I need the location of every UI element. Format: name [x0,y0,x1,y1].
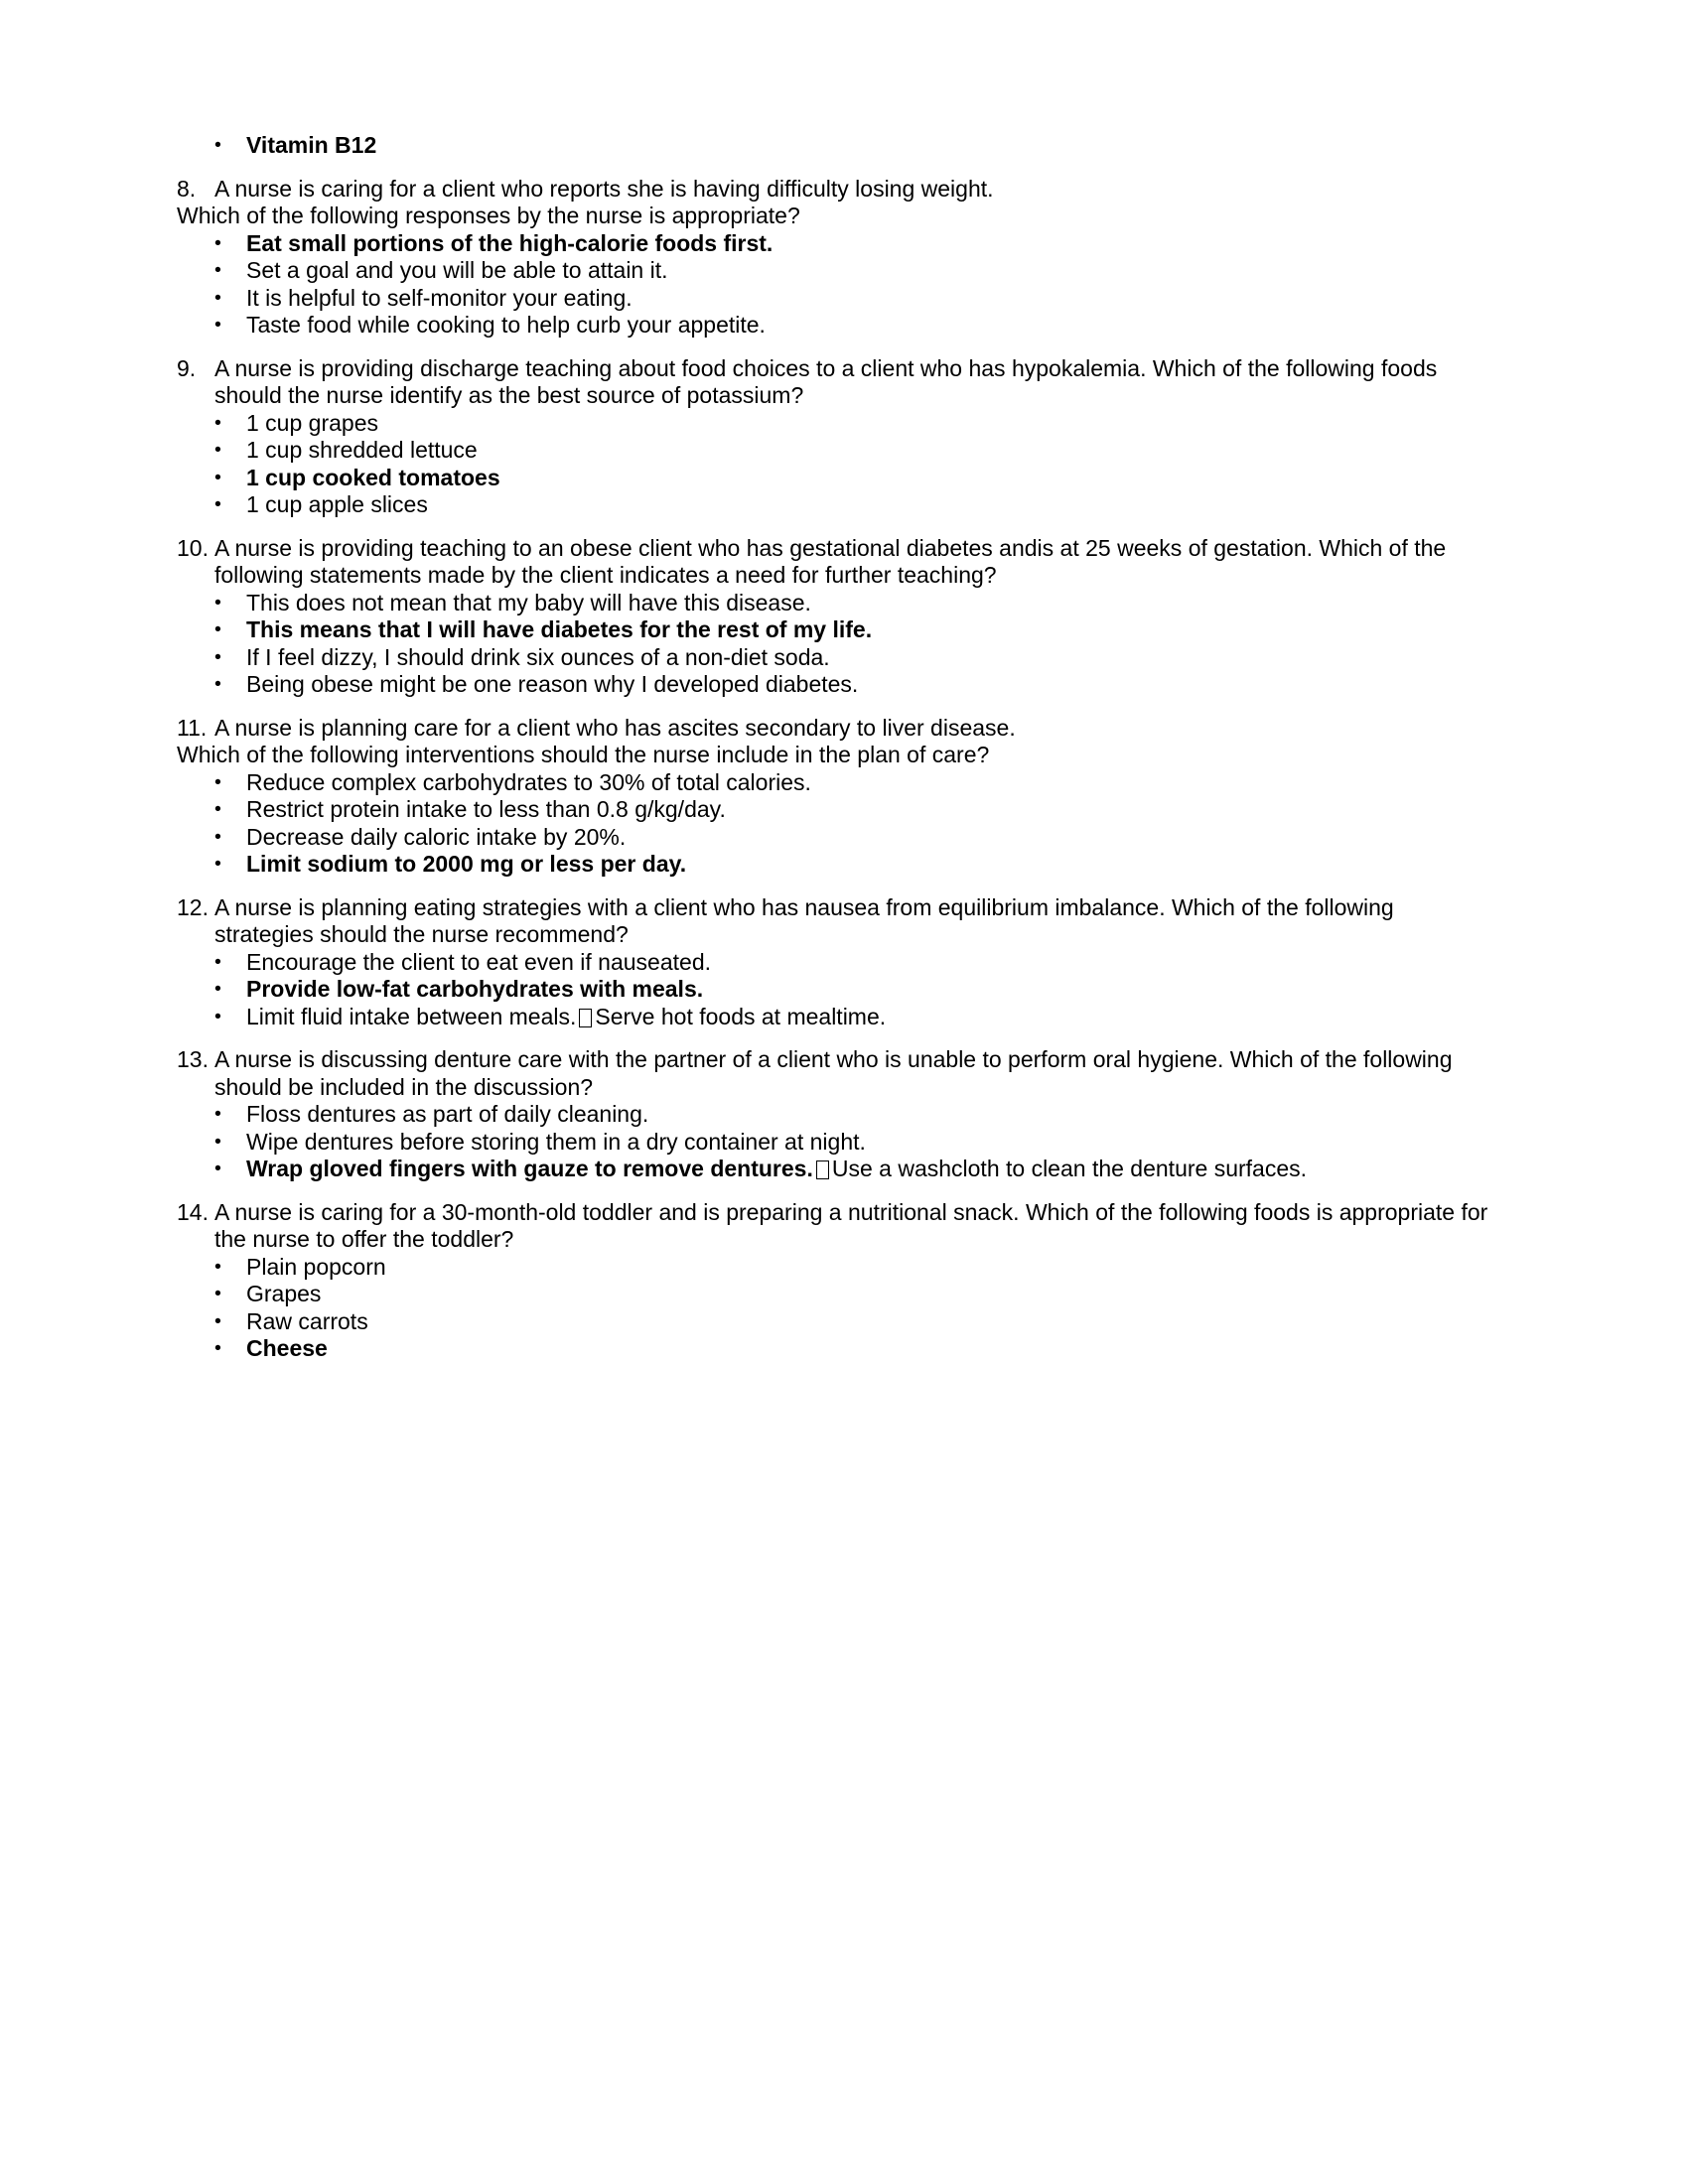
missing-glyph-box [816,1160,829,1179]
question-stem-continued: Which of the following responses by the nurse is appropriate? [177,203,800,228]
question-block [177,176,1489,340]
question-stem-continued: Which of the following interventions should the nurse include in the plan of care? [177,742,990,767]
bullet-icon: • [214,825,221,848]
option-text-wrap [246,851,686,877]
option-item [177,1004,1489,1031]
option-text-wrap [246,465,500,490]
question-number: 11. [177,714,208,741]
question-stem [177,715,1489,743]
answer-bold-text: 1 cup cooked tomatoes [246,464,500,490]
options-list [177,410,1489,519]
question-stem [177,535,1489,590]
bullet-icon: • [214,645,221,668]
bullet-icon: • [214,314,221,336]
bullet-icon: • [214,591,221,614]
option-text: If I feel dizzy, I should drink six ounces of a non-diet soda. [246,643,830,670]
option-text-wrap [246,437,478,463]
option-text-wrap [246,230,773,256]
question-number: 13. [177,1046,209,1072]
option-text-wrap [246,257,668,283]
option-text-wrap [246,796,726,822]
question-stem [177,1199,1489,1254]
question-stem-text: A nurse is providing teaching to an obese client who has gestational diabetes andis at 25 weeks of gestation. Which of the following statements made by the client indicates a need for further teaching? [214,534,1447,588]
answer-bold-text: Cheese [246,1335,328,1361]
bullet-icon: • [214,853,221,875]
question-stem-text: A nurse is providing discharge teaching about food choices to a client who has hypokalemia. Which of the following foods should the nurse identify as the best source of potassium? [214,354,1438,408]
option-text-wrap [246,976,703,1002]
option-text: Set a goal and you will be able to attain it. [246,257,668,283]
bullet-icon: • [214,1337,221,1359]
question-number: 8. [177,175,197,202]
missing-glyph-box [579,1009,592,1027]
option-text-wrap [246,1281,321,1306]
options-list [177,769,1489,879]
option-item [177,410,1489,438]
option-item [177,1308,1489,1336]
options-list [177,1254,1489,1363]
option-item [177,1335,1489,1363]
option-text: Grapes [246,1281,322,1306]
bullet-icon: • [214,673,221,695]
option-text-wrap [246,1308,368,1334]
option-text-wrap [246,1004,886,1029]
option-text: 1 cup grapes [246,409,378,436]
question-stem [177,355,1489,410]
options-list [177,590,1489,699]
answer-bold-text: Wrap gloved fingers with gauze to remove dentures. [246,1156,813,1181]
option-text-wrap [246,312,766,338]
option-text-wrap [246,1101,648,1127]
option-item [177,796,1489,824]
option-text-wrap [246,590,811,615]
answer-bold-text: Limit sodium to 2000 mg or less per day. [246,851,687,877]
bullet-icon: • [214,493,221,515]
option-item [177,1101,1489,1129]
option-text: It is helpful to self-monitor your eating. [246,284,633,311]
option-item [177,257,1489,285]
option-item [177,132,1489,160]
option-text-wrap [246,671,858,697]
question-block [177,715,1489,879]
option-item [177,1156,1489,1183]
option-text-wrap [246,1129,866,1155]
option-text-wrap [246,285,633,311]
option-text-wrap [246,132,376,158]
question-number: 9. [177,354,197,381]
option-text: Wipe dentures before storing them in a dry container at night. [246,1128,866,1155]
bullet-icon: • [214,259,221,281]
question-number: 10. [177,534,209,561]
option-text: Raw carrots [246,1307,368,1334]
option-text-wrap [246,616,872,642]
question-stem [177,894,1489,949]
question-block [177,894,1489,1031]
bullet-icon: • [214,439,221,461]
document-content [177,132,1489,1363]
question-stem-text: A nurse is discussing denture care with the partner of a client who is unable to perform oral hygiene. Which of the following should be included in the discussion? [214,1046,1453,1100]
bullet-icon: • [214,134,221,156]
option-item [177,851,1489,879]
answer-bold-text: Eat small portions of the high-calorie foods first. [246,229,774,256]
bullet-icon: • [214,466,221,488]
option-item [177,1281,1489,1308]
question-stem [177,1046,1489,1101]
options-list [177,230,1489,340]
option-item [177,671,1489,699]
option-text: Taste food while cooking to help curb your appetite. [246,312,766,338]
option-text-wrap [246,410,378,436]
bullet-icon: • [214,1103,221,1125]
option-text: Limit fluid intake between meals. [246,1003,577,1029]
option-item [177,824,1489,852]
question-stem-text: A nurse is planning eating strategies with a client who has nausea from equilibrium imbalance. Which of the following strategies should the nurse recommend? [214,893,1394,947]
answer-bold-text: Provide low-fat carbohydrates with meals. [246,976,704,1002]
bullet-icon: • [214,1005,221,1027]
bullet-icon: • [214,286,221,309]
option-text: 1 cup apple slices [246,491,428,517]
answer-bold-text: This means that I will have diabetes for the rest of my life. [246,616,873,642]
option-text: Decrease daily caloric intake by 20%. [246,823,627,850]
bullet-icon: • [214,1255,221,1278]
option-text-wrap [246,769,811,795]
question-stem-text: A nurse is planning care for a client who has ascites secondary to liver disease. [214,714,1016,741]
bullet-icon: • [214,618,221,640]
option-text: Reduce complex carbohydrates to 30% of total calories. [246,768,811,795]
question-number: 14. [177,1198,209,1225]
option-text-wrap [246,1254,386,1280]
option-text: Plain popcorn [246,1253,386,1280]
bullet-icon: • [214,978,221,1000]
question-stem [177,176,1489,204]
option-item [177,1254,1489,1282]
answer-bold-text: Vitamin B12 [246,132,377,158]
option-text: Serve hot foods at mealtime. [595,1003,887,1029]
bullet-icon: • [214,1130,221,1153]
option-text-wrap [246,644,830,670]
question-block [177,1199,1489,1363]
question-stem-text: A nurse is caring for a 30-month-old toddler and is preparing a nutritional snack. Which of the following foods is appropriate for the nurse to offer the toddler? [214,1198,1488,1252]
option-text: Use a washcloth to clean the denture surfaces. [831,1156,1308,1181]
option-text: This does not mean that my baby will have this disease. [246,589,811,615]
question-block [177,355,1489,519]
bullet-icon: • [214,1283,221,1304]
options-list [177,1101,1489,1183]
question-block [177,1046,1489,1183]
option-text-wrap [246,824,626,850]
option-text-wrap [246,491,428,517]
option-text: Restrict protein intake to less than 0.8 g/kg/day. [246,796,726,822]
options-list [177,949,1489,1031]
option-item [177,491,1489,519]
option-item [177,949,1489,977]
option-text-wrap [246,1335,328,1361]
bullet-icon: • [214,770,221,793]
option-item [177,230,1489,258]
option-item [177,976,1489,1004]
question-block [177,535,1489,699]
option-item [177,616,1489,644]
option-item [177,437,1489,465]
option-item [177,285,1489,313]
question-number: 12. [177,893,209,920]
option-text: Being obese might be one reason why I developed diabetes. [246,671,859,697]
option-item [177,769,1489,797]
option-item [177,644,1489,672]
option-text-wrap [246,1156,1307,1181]
bullet-icon: • [214,950,221,973]
bullet-icon: • [214,1309,221,1332]
option-text: Encourage the client to eat even if nauseated. [246,948,711,975]
option-item [177,312,1489,340]
option-item [177,1129,1489,1157]
option-text: Floss dentures as part of daily cleaning. [246,1101,649,1127]
option-item [177,465,1489,492]
option-text: 1 cup shredded lettuce [246,437,478,463]
bullet-icon: • [214,411,221,434]
bullet-icon: • [214,798,221,820]
bullet-icon: • [214,1158,221,1179]
option-item [177,590,1489,617]
bullet-icon: • [214,231,221,254]
question-stem-text: A nurse is caring for a client who reports she is having difficulty losing weight. [214,175,994,202]
option-text-wrap [246,949,711,975]
